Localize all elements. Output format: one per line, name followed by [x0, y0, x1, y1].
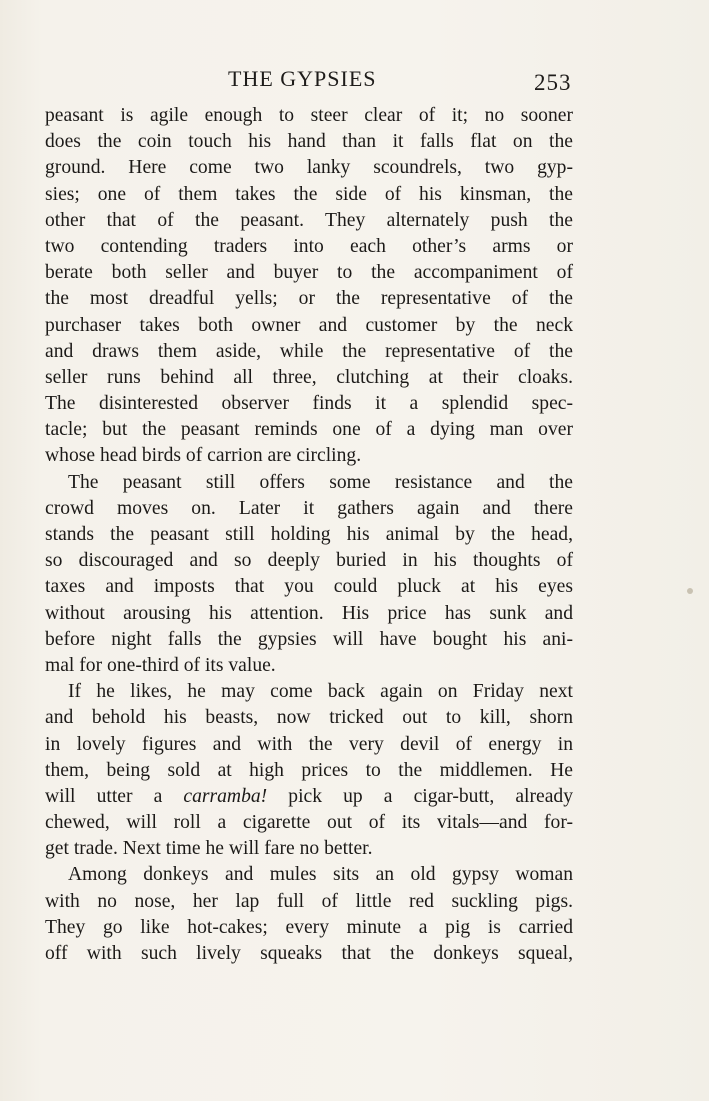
text-line: them, being sold at high prices to the middlemen. He: [45, 759, 573, 781]
text-line: before night falls the gypsies will have bought his ani-: [45, 628, 573, 650]
text-line: the most dreadful yells; or the representative of the: [45, 288, 573, 310]
text-line: with no nose, her lap full of little red suckling pigs.: [45, 890, 573, 912]
text-line: whose head birds of carrion are circling.: [45, 445, 362, 467]
body-text: [45, 103, 573, 967]
text-line: peasant is agile enough to steer clear of it; no sooner: [45, 105, 573, 126]
running-head: [0, 64, 709, 94]
text-line: get trade. Next time he will fare no better.: [45, 838, 373, 860]
text-line: seller runs behind all three, clutching at their cloaks.: [45, 366, 573, 388]
text-line: sies; one of them takes the side of his kinsman, the: [45, 183, 573, 205]
text-line-segment: pick up a cigar-butt, already: [267, 785, 574, 807]
text-line: [45, 784, 573, 810]
text-line: other that of the peasant. They alternately push the: [45, 209, 573, 231]
text-line-segment: will utter a: [45, 785, 184, 807]
text-line: If he likes, he may come back again on Friday next: [68, 681, 573, 703]
text-line: mal for one-third of its value.: [45, 654, 276, 676]
text-line: chewed, will roll a cigarette out of its vitals—and for-: [45, 812, 573, 834]
text-line: taxes and imposts that you could pluck at his eyes: [45, 576, 573, 598]
text-line: The peasant still offers some resistance and the: [68, 471, 573, 493]
text-line: purchaser takes both owner and customer by the neck: [45, 314, 573, 336]
text-line: without arousing his attention. His price has sunk and: [45, 602, 573, 624]
text-line: ground. Here come two lanky scoundrels, two gyp-: [45, 157, 573, 179]
text-line: two contending traders into each other’s arms or: [45, 235, 573, 257]
text-line: and behold his beasts, now tricked out to kill, shorn: [45, 707, 573, 729]
text-line: berate both seller and buyer to the accompaniment of: [45, 262, 573, 284]
text-line: The disinterested observer finds it a splendid spec-: [45, 393, 573, 415]
text-line: so discouraged and so deeply buried in his thoughts of: [45, 550, 573, 572]
text-line: and draws them aside, while the representative of the: [45, 340, 573, 362]
text-line: does the coin touch his hand than it falls flat on the: [45, 131, 573, 153]
page-number: 253: [534, 70, 572, 95]
paper-speck: [687, 588, 693, 594]
text-line: Among donkeys and mules sits an old gypsy woman: [68, 864, 573, 886]
text-line: They go like hot-cakes; every minute a pig is carried: [45, 916, 573, 938]
running-head-title: THE GYPSIES: [228, 66, 377, 91]
text-line: crowd moves on. Later it gathers again and there: [45, 497, 573, 519]
text-line: off with such lively squeaks that the donkeys squeal,: [45, 943, 573, 964]
text-line: tacle; but the peasant reminds one of a dying man over: [45, 419, 573, 441]
text-line: stands the peasant still holding his animal by the head,: [45, 524, 573, 545]
text-line: in lovely figures and with the very devil of energy in: [45, 733, 573, 755]
italic-word: carramba!: [183, 785, 268, 807]
